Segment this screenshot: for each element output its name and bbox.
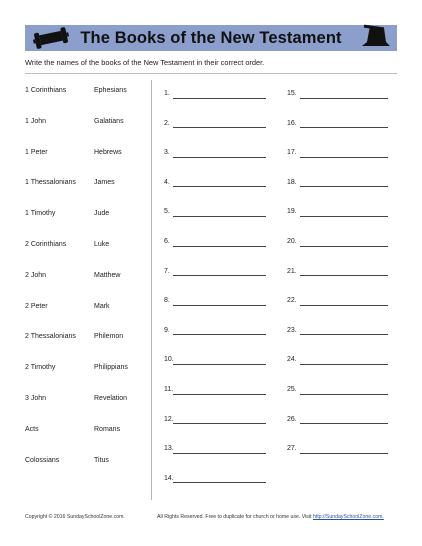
book-name: 3 John [25, 395, 47, 402]
divider [25, 73, 397, 74]
answer-line[interactable] [173, 394, 266, 395]
book-name: Philemon [94, 333, 124, 341]
blank-number: 12. [164, 415, 174, 423]
answer-line[interactable] [300, 186, 388, 187]
blank-number: 5. [164, 208, 170, 216]
book-name: Acts [25, 425, 39, 433]
book-name: Mark [94, 302, 110, 310]
answer-line[interactable] [173, 364, 266, 365]
book-name: Philippians [94, 364, 128, 372]
blank-number: 2. [164, 119, 170, 127]
blank-number: 22. [287, 297, 297, 305]
book-name: James [94, 179, 115, 187]
book-name: 2 Peter [25, 302, 48, 310]
answer-line[interactable] [173, 98, 266, 99]
page-title: The Books of the New Testament [80, 29, 342, 47]
blank-number: 24. [287, 356, 297, 364]
instructions-text: Write the names of the books of the New Testament in their correct order. [25, 58, 265, 67]
answer-line[interactable] [300, 216, 388, 217]
book-name: 1 Corinthians [25, 87, 67, 94]
blank-number: 20. [287, 238, 297, 245]
answer-line[interactable] [300, 423, 388, 424]
footer-link[interactable]: http://SundaySchoolZone.com. [312, 514, 384, 520]
answer-line[interactable] [300, 394, 388, 395]
book-name: Luke [94, 241, 110, 248]
footer-copyright: Copyright © 2016 SundaySchoolZone.com. [25, 514, 125, 520]
answer-line[interactable] [300, 157, 388, 158]
answer-line[interactable] [300, 453, 388, 454]
book-name: Hebrews [94, 148, 122, 156]
answer-line[interactable] [173, 334, 266, 335]
answer-line[interactable] [173, 275, 266, 276]
blank-number: 16. [287, 119, 297, 127]
blank-number: 15. [287, 90, 297, 97]
footer-rights-text: All Rights Reserved. Free to duplicate for church or home use. Visit [157, 514, 312, 520]
book-name: Ephesians [94, 87, 127, 94]
blank-number: 17. [287, 149, 297, 157]
scroll-icon [360, 24, 394, 48]
blank-number: 18. [287, 178, 297, 186]
blank-number: 27. [287, 445, 297, 453]
title-banner [25, 25, 397, 51]
answer-line[interactable] [300, 98, 388, 99]
book-name: Titus [94, 456, 109, 464]
blank-number: 26. [287, 415, 297, 423]
book-name: Revelation [94, 395, 128, 402]
book-name: Jude [94, 210, 110, 218]
blank-number: 8. [164, 297, 170, 305]
blank-number: 23. [287, 326, 297, 334]
scroll-icon [32, 27, 70, 49]
answer-line[interactable] [300, 275, 388, 276]
blank-number: 6. [164, 238, 170, 245]
blank-number: 14. [164, 474, 174, 482]
blank-number: 19. [287, 208, 297, 216]
blank-number: 7. [164, 267, 170, 275]
blank-number: 1. [164, 90, 170, 97]
book-name: 1 Peter [25, 148, 48, 156]
book-name: 2 John [25, 271, 47, 279]
book-name: Romans [94, 425, 121, 433]
book-name: Galatians [94, 117, 124, 125]
book-name: Matthew [94, 271, 121, 279]
book-name: 2 Corinthians [25, 241, 67, 248]
book-name: Colossians [25, 456, 60, 464]
answer-line[interactable] [300, 334, 388, 335]
column-divider [151, 80, 152, 500]
blank-number: 13. [164, 445, 174, 453]
blank-number: 3. [164, 149, 170, 157]
answer-line[interactable] [173, 216, 266, 217]
answer-line[interactable] [300, 305, 388, 306]
answer-line[interactable] [173, 186, 266, 187]
answer-line[interactable] [173, 305, 266, 306]
blank-number: 25. [287, 386, 297, 393]
answer-line[interactable] [300, 364, 388, 365]
book-name: 1 John [25, 117, 47, 125]
answer-line[interactable] [300, 246, 388, 247]
answer-line[interactable] [173, 246, 266, 247]
answer-line[interactable] [173, 482, 266, 483]
book-name: 2 Timothy [25, 364, 56, 372]
answer-line[interactable] [173, 423, 266, 424]
book-name: 1 Thessalonians [25, 179, 76, 187]
book-name: 2 Thessalonians [25, 333, 76, 341]
blank-number: 9. [164, 326, 170, 334]
answer-line[interactable] [173, 453, 266, 454]
blank-number: 21. [287, 267, 297, 275]
answer-line[interactable] [173, 127, 266, 128]
footer-rights [157, 514, 384, 520]
answer-line[interactable] [173, 157, 266, 158]
blank-number: 4. [164, 178, 170, 186]
blank-number: 11. [164, 386, 174, 393]
answer-line[interactable] [300, 127, 388, 128]
blank-number: 10. [164, 356, 174, 364]
book-name: 1 Timothy [25, 210, 56, 218]
